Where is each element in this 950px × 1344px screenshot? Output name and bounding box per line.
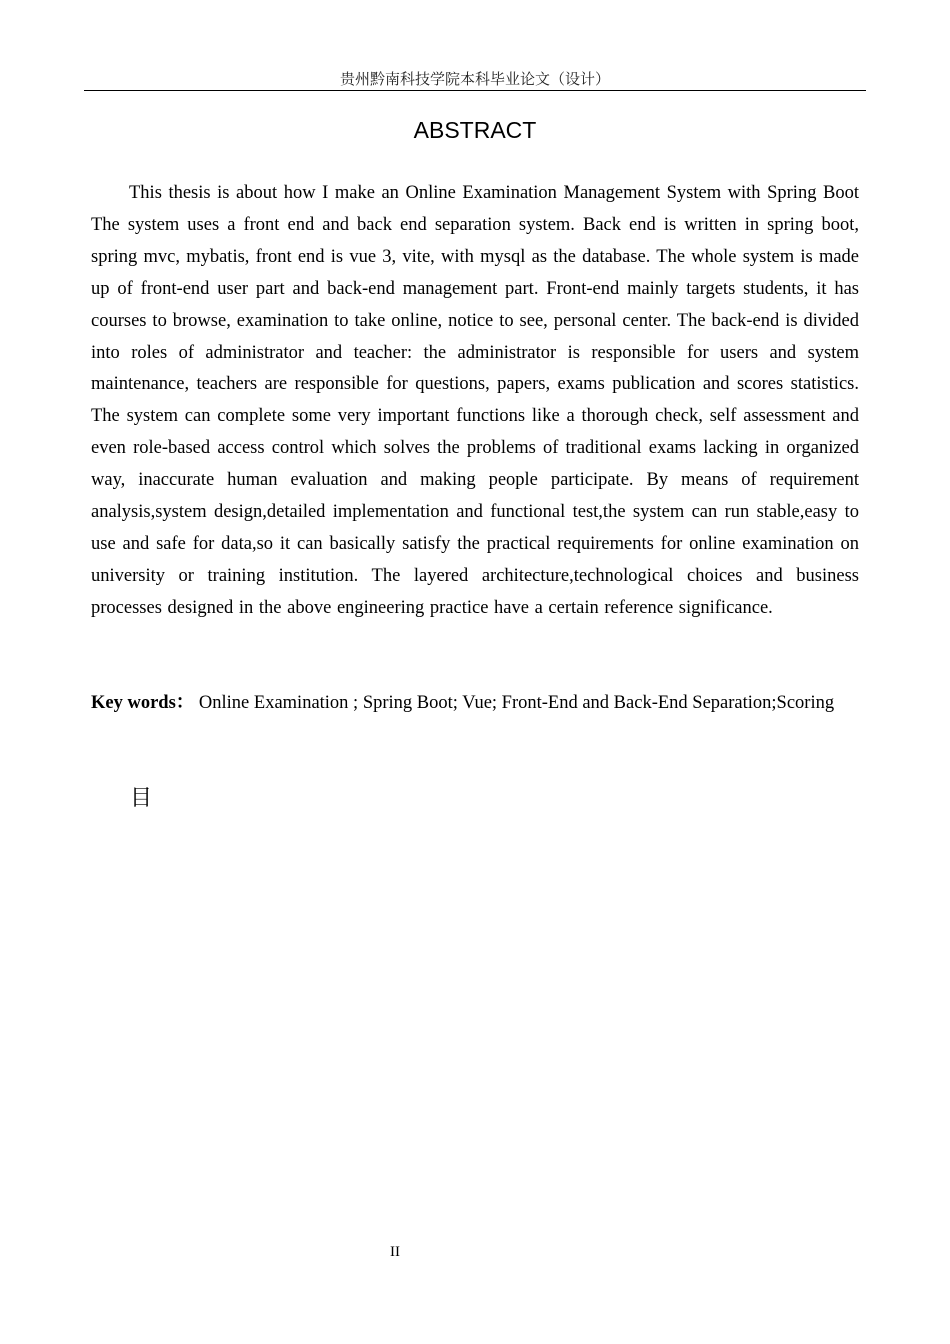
keywords-value: Online Examination ; Spring Boot; Vue; Front-End and Back-End Separation;Scoring xyxy=(198,693,835,713)
toc-heading: 目 xyxy=(130,786,153,811)
keywords-line xyxy=(91,688,859,718)
header-text: 贵州黔南科技学院本科毕业论文（设计） xyxy=(339,70,610,88)
keywords-label: Key words： xyxy=(91,693,195,713)
abstract-title: ABSTRACT xyxy=(413,117,537,143)
abstract-body: This thesis is about how I make an Online Examination Management System with Spring Boot The system uses a front end and back end separation system. Back end is written in spring boot, spring mvc, mybatis, front end is vue 3, vite, with mysql as the database. The whole system is made up of front-end user part and back-end management part. Front-end mainly targets students, it has courses to browse, examination to take online, notice to see, personal center. The back-end is divided into roles of administrator and teacher: the administrator is responsible for users and system maintenance, teachers are responsible for questions, papers, exams publication and scores statistics. The system can complete some very important functions like a thorough check, self assessment and even role-based access control which solves the problems of traditional exams lacking in organized way, inaccurate human evaluation and making people participate. By means of requirement analysis,system design,detailed implementation and functional test,the system can run stable,easy to use and safe for data,so it can basically satisfy the practical requirements for online examination on university or training institution. The layered architecture,technological choices and business processes designed in the above engineering practice have a certain reference significance. xyxy=(91,183,859,618)
page-header xyxy=(84,68,866,91)
page-number: II xyxy=(390,1244,400,1260)
